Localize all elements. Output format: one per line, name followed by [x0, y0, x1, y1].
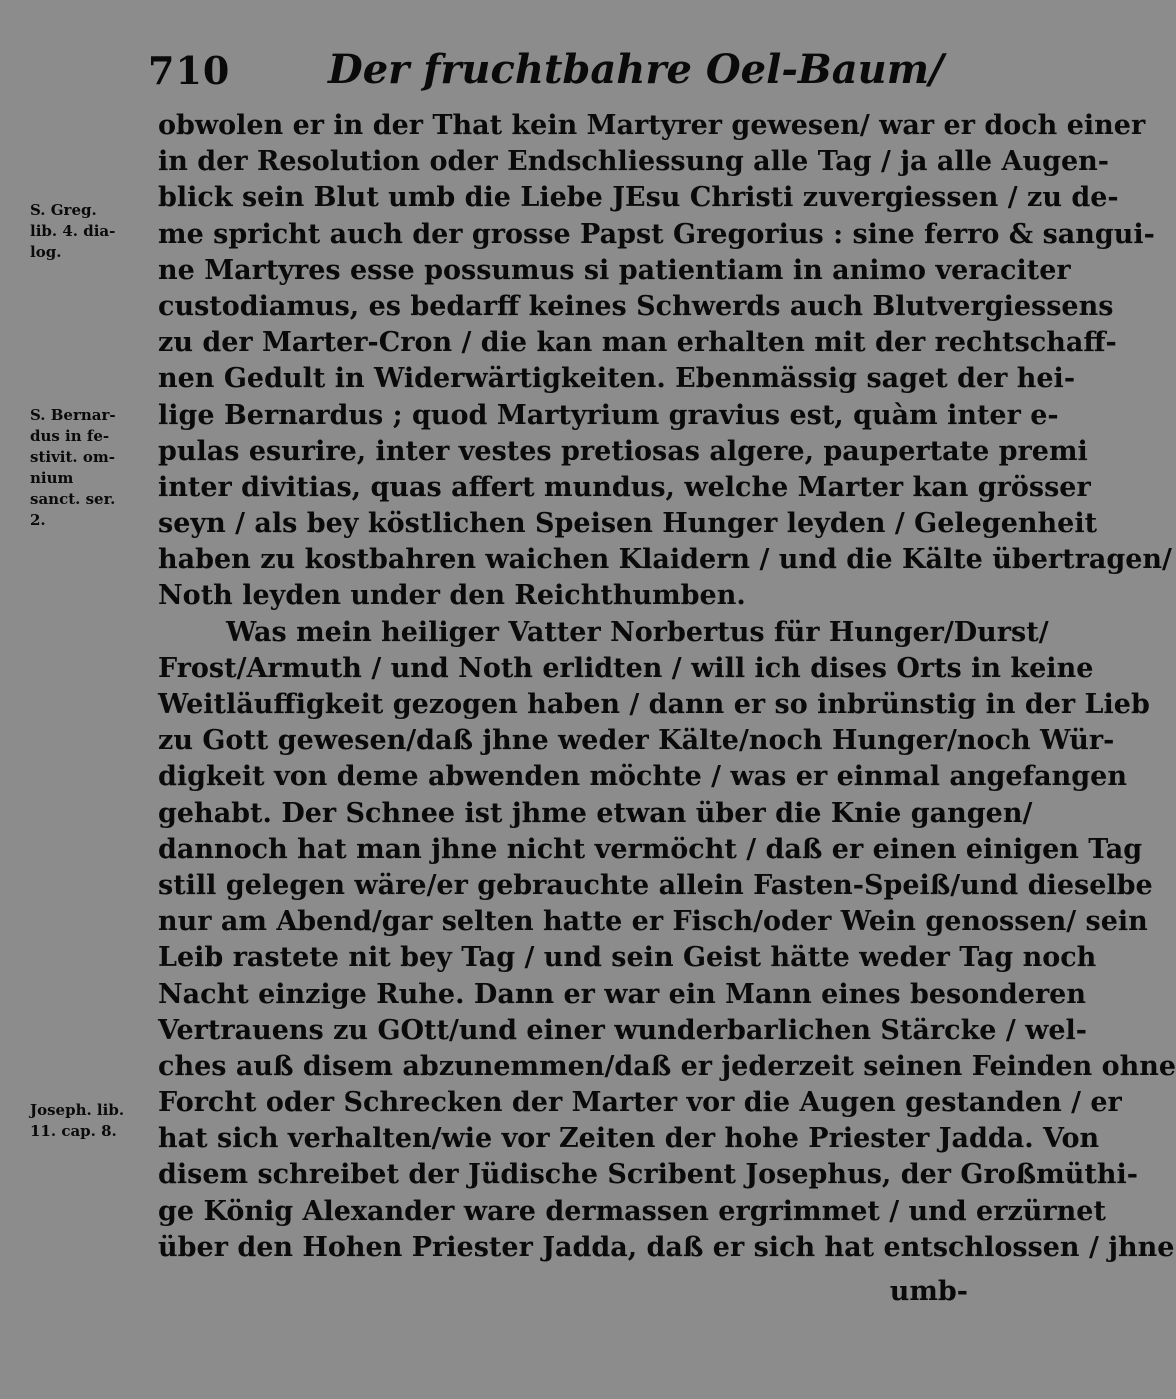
- text-line: inter divitias, quas affert mundus, welche Marter kan grösser: [158, 471, 1091, 503]
- text-line: still gelegen wäre/er gebrauchte allein Fasten-Speiß/und dieselbe: [158, 869, 1153, 901]
- margin-note-josephus: Joseph. lib. 11. cap. 8.: [30, 1101, 125, 1140]
- text-line: pulas esurire, inter vestes pretiosas algere, paupertate premi: [158, 435, 1088, 467]
- text-line-paragraph-start: Was mein heiliger Vatter Norbertus für Hunger/Durst/: [226, 616, 1049, 648]
- text-line: über den Hohen Priester Jadda, daß er sich hat entschlossen / jhne: [158, 1231, 1175, 1263]
- margin-note-gregorius: S. Greg. lib. 4. dia- log.: [30, 201, 116, 261]
- text-line: Nacht einzige Ruhe. Dann er war ein Mann eines besonderen: [158, 978, 1086, 1010]
- text-line: ge König Alexander ware dermassen ergrimmet / und erzürnet: [158, 1195, 1106, 1227]
- text-line: obwolen er in der That kein Martyrer gewesen/ war er doch einer: [158, 110, 1146, 141]
- page-number: 710: [148, 48, 231, 93]
- text-line: me spricht auch der grosse Papst Gregorius : sine ferro & sangui-: [158, 218, 1155, 250]
- page-header: [140, 42, 980, 102]
- text-line: Vertrauens zu GOtt/und einer wunderbarlichen Stärcke / wel-: [158, 1014, 1087, 1046]
- text-line: Weitläuffigkeit gezogen haben / dann er so inbrünstig in der Lieb: [158, 689, 1150, 720]
- text-line: ne Martyres esse possumus si patientiam in animo veraciter: [158, 254, 1071, 286]
- text-line: custodiamus, es bedarff keines Schwerds auch Blutvergiessens: [158, 290, 1114, 322]
- text-line: Leib rastete nit bey Tag / und sein Geist hätte weder Tag noch: [158, 942, 1097, 974]
- text-line: lige Bernardus ; quod Martyrium gravius est, quàm inter e-: [158, 399, 1059, 431]
- text-line: disem schreibet der Jüdische Scribent Josephus, der Großmüthi-: [158, 1159, 1138, 1191]
- text-line: nen Gedult in Widerwärtigkeiten. Ebenmässig saget der hei-: [158, 363, 1076, 395]
- text-line: seyn / als bey köstlichen Speisen Hunger leyden / Gelegenheit: [158, 508, 1098, 540]
- margin-note-bernardus: S. Bernar- dus in fe- stivit. om- nium sanct. ser. 2.: [30, 406, 116, 529]
- body-text: [158, 108, 1176, 1266]
- text-line: ches auß disem abzunemmen/daß er jederzeit seinen Feinden ohne: [158, 1050, 1176, 1082]
- running-title: Der fruchtbahre Oel-Baum/: [328, 46, 944, 93]
- text-line: digkeit von deme abwenden möchte / was er einmal angefangen: [158, 761, 1127, 793]
- text-line-paragraph-end: Noth leyden under den Reichthumben.: [158, 580, 746, 612]
- text-line: Frost/Armuth / und Noth erlidten / will ich dises Orts in keine: [158, 652, 1094, 684]
- text-line: zu der Marter-Cron / die kan man erhalten mit der rechtschaff-: [158, 327, 1117, 359]
- text-line: gehabt. Der Schnee ist jhme etwan über die Knie gangen/: [158, 797, 1033, 829]
- text-line: haben zu kostbahren waichen Klaidern / und die Kälte übertragen/: [158, 544, 1172, 576]
- text-line: hat sich verhalten/wie vor Zeiten der hohe Priester Jadda. Von: [158, 1123, 1100, 1155]
- text-line: Forcht oder Schrecken der Marter vor die Augen gestanden / er: [158, 1087, 1122, 1119]
- catchword: umb-: [889, 1276, 968, 1307]
- text-line: zu Gott gewesen/daß jhne weder Kälte/noch Hunger/noch Wür-: [158, 725, 1115, 757]
- text-line: dannoch hat man jhne nicht vermöcht / daß er einen einigen Tag: [158, 833, 1143, 865]
- text-line: nur am Abend/gar selten hatte er Fisch/oder Wein genossen/ sein: [158, 906, 1148, 938]
- text-line: blick sein Blut umb die Liebe JEsu Christi zuvergiessen / zu de-: [158, 182, 1119, 214]
- text-line: in der Resolution oder Endschliessung alle Tag / ja alle Augen-: [158, 146, 1109, 178]
